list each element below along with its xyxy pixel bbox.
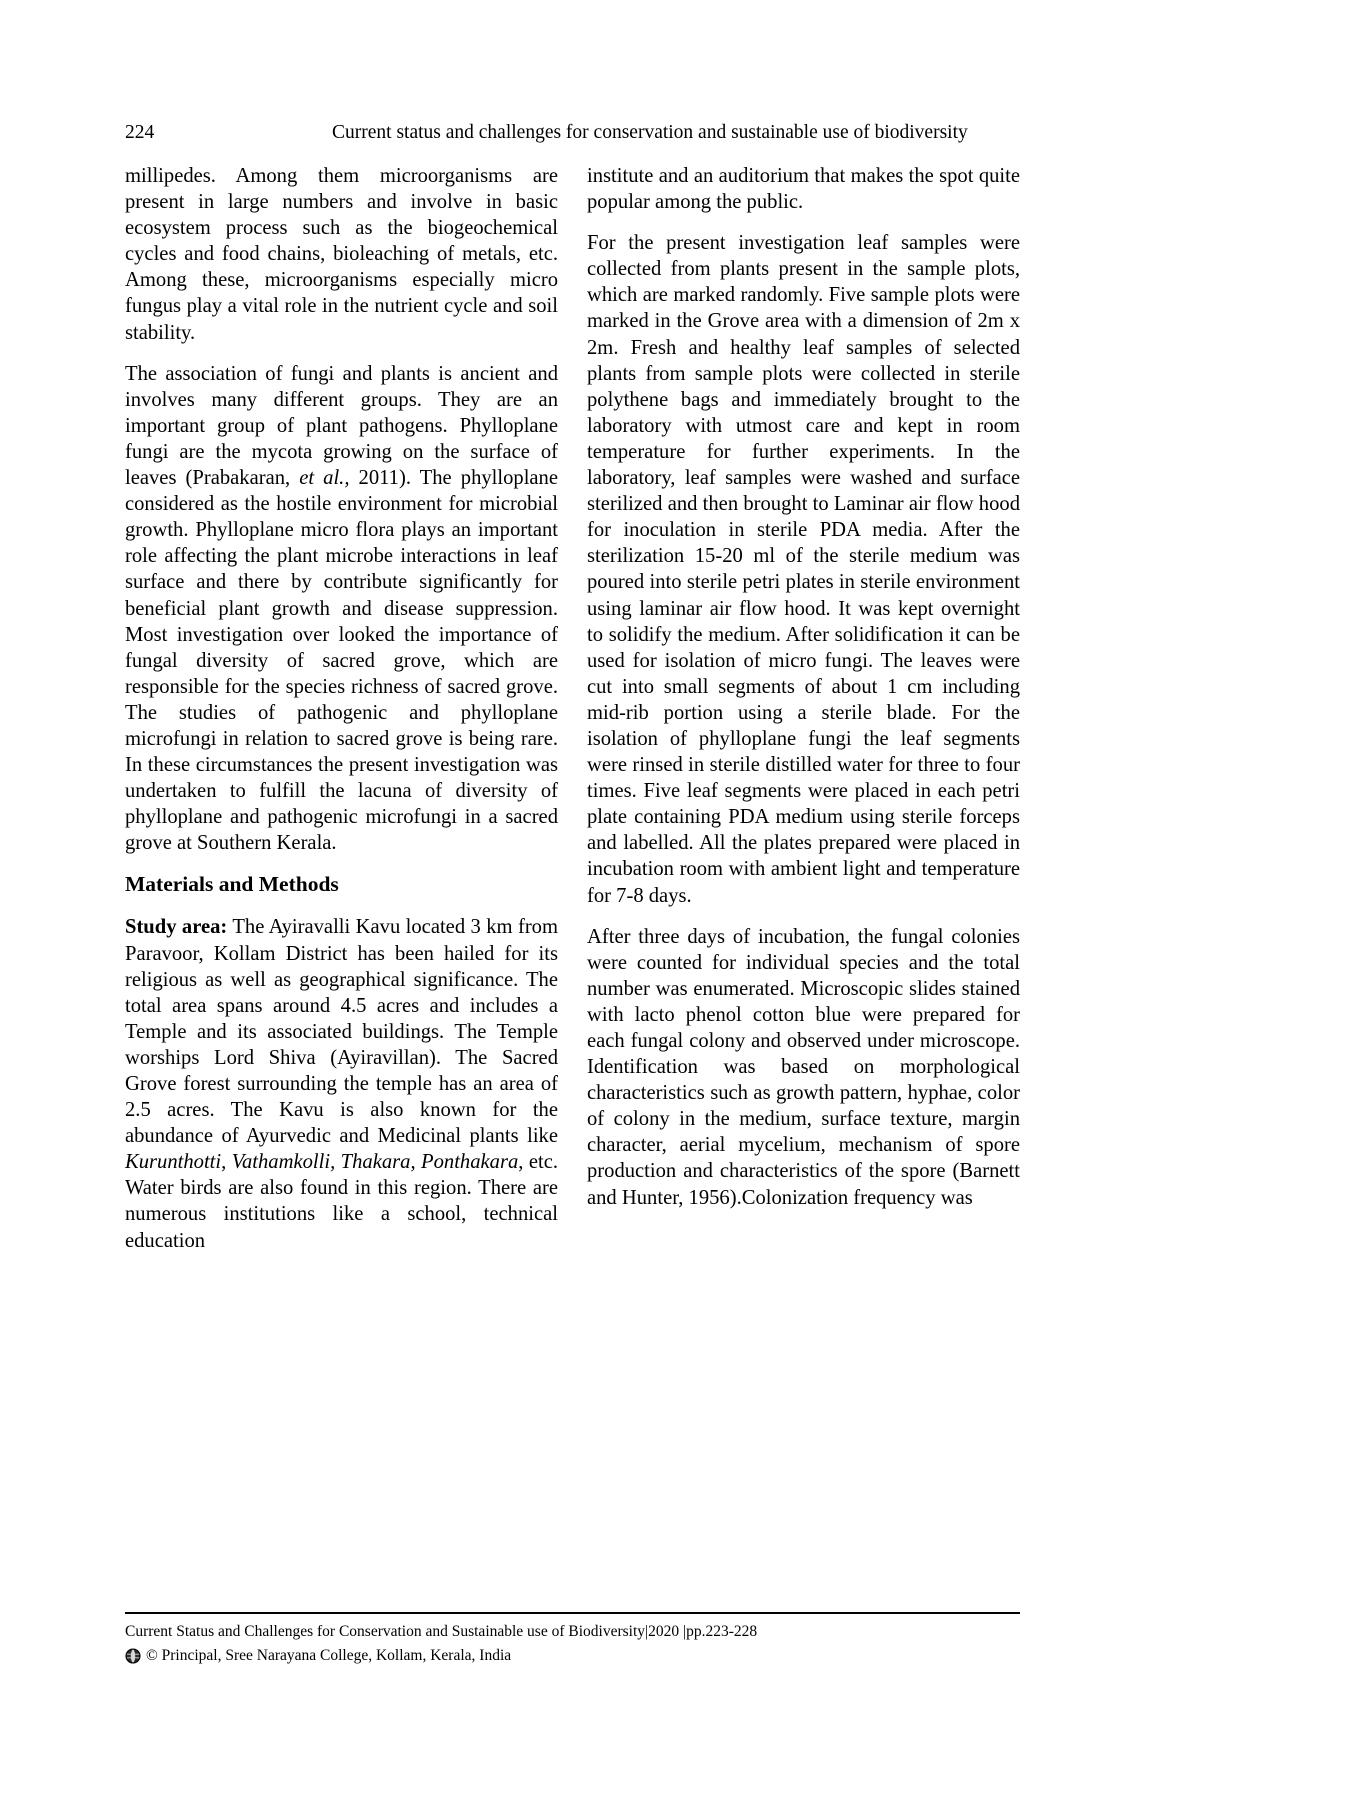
- study-area-run-2: , etc. Water birds are also found in this region. There are numerous institutions like a school, technical education: [125, 1151, 558, 1252]
- study-area-run-1: The Ayiravalli Kavu located 3 km from Paravoor, Kollam District has been hailed for its religious as well as geographical significance. The total area spans around 4.5 acres and includes a Temple and its associated buildings. The Temple worships Lord Shiva (Ayiravillan). The Sacred Grove forest surrounding the temple has an area of 2.5 acres. The Kavu is also known for the abundance of Ayurvedic and Medicinal plants like: [125, 916, 558, 1148]
- footer-copyright-line: [125, 1645, 1020, 1667]
- paragraph-study-area: [125, 914, 558, 1253]
- left-column: [125, 163, 558, 1563]
- section-heading-materials-and-methods: Materials and Methods: [125, 872, 339, 897]
- page-number: 224: [125, 122, 155, 143]
- plant-names-italic: Kurunthotti, Vathamkolli, Thakara, Ponthakara: [125, 1151, 519, 1174]
- study-area-label: Study area:: [125, 916, 228, 939]
- footer-divider: [125, 1612, 1020, 1614]
- running-header: [125, 118, 1020, 148]
- paragraph-leaf-sampling-method: For the present investigation leaf samples were collected from plants present in the sample plots, which are marked randomly. Five sample plots were marked in the Grove area with a dimension of 2m x 2m. Fresh and healthy leaf samples of selected plants from sample plots were collected in sterile polythene bags and immediately brought to the laboratory with utmost care and kept in room temperature for further experiments. In the laboratory, leaf samples were washed and surface sterilized and then brought to Laminar air flow hood for inoculation in sterile PDA media. After the sterilization 15-20 ml of the sterile medium was poured into sterile petri plates in sterile environment using laminar air flow hood. It was kept overnight to solidify the medium. After solidification it can be used for isolation of micro fungi. The leaves were cut into small segments of about 1 cm including mid-rib portion using a sterile blade. For the isolation of phylloplane fungi the leaf segments were rinsed in sterile distilled water for three to four times. Five leaf segments were placed in each petri plate containing PDA medium using sterile forceps and labelled. All the plates prepared were placed in incubation room with ambient light and temperature for 7-8 days.: [587, 232, 1020, 907]
- citation-et-al: et al.,: [299, 467, 350, 490]
- paragraph-millipedes: millipedes. Among them microorganisms are present in large numbers and involve in basic ecosystem process such as the biogeochemical cycles and food chains, bioleaching of metals, etc. Among these, microorganisms especially micro fungus play a vital role in the nutrient cycle and soil stability.: [125, 165, 558, 344]
- globe-logo-icon: [125, 1648, 141, 1664]
- two-column-body: [125, 163, 1020, 1563]
- right-column: [587, 163, 1020, 1563]
- header-title: Current status and challenges for conservation and sustainable use of biodiversity: [332, 122, 968, 143]
- footer-citation-line: Current Status and Challenges for Conservation and Sustainable use of Biodiversity|2020 |pp.223-228: [125, 1623, 758, 1640]
- paragraph-incubation-identification: After three days of incubation, the fungal colonies were counted for individual species and the total number was enumerated. Microscopic slides stained with lacto phenol cotton blue were prepared for each fungal colony and observed under microscope. Identification was based on morphological characteristics such as growth pattern, hyphae, color of colony in the medium, surface texture, margin character, aerial mycelium, mechanism of spore production and characteristics of the spore (Barnett and Hunter, 1956).Colonization frequency was: [587, 925, 1020, 1209]
- paragraph-institute: institute and an auditorium that makes the spot quite popular among the public.: [587, 165, 1020, 214]
- para-run-1: The association of fungi and plants is ancient and involves many different groups. They are an important group of plant pathogens. Phylloplane fungi are the mycota growing on the surface of leaves (Prabakaran,: [125, 362, 558, 490]
- para-run-2: 2011). The phylloplane considered as the hostile environment for microbial growth. Phylloplane micro flora plays an important role affecting the plant microbe interactions in leaf surface and there by contribute significantly for beneficial plant growth and disease suppression. Most investigation over looked the importance of fungal diversity of sacred grove, which are responsible for the species richness of sacred grove. The studies of pathogenic and phylloplane microfungi in relation to sacred grove is being rare. In these circumstances the present investigation was undertaken to fulfill the lacuna of diversity of phylloplane and pathogenic microfungi in a sacred grove at Southern Kerala.: [125, 467, 558, 855]
- page-footer: [125, 1612, 1020, 1667]
- copyright-text: © Principal, Sree Narayana College, Kollam, Kerala, India: [146, 1647, 512, 1664]
- paragraph-fungi-association: [125, 361, 558, 857]
